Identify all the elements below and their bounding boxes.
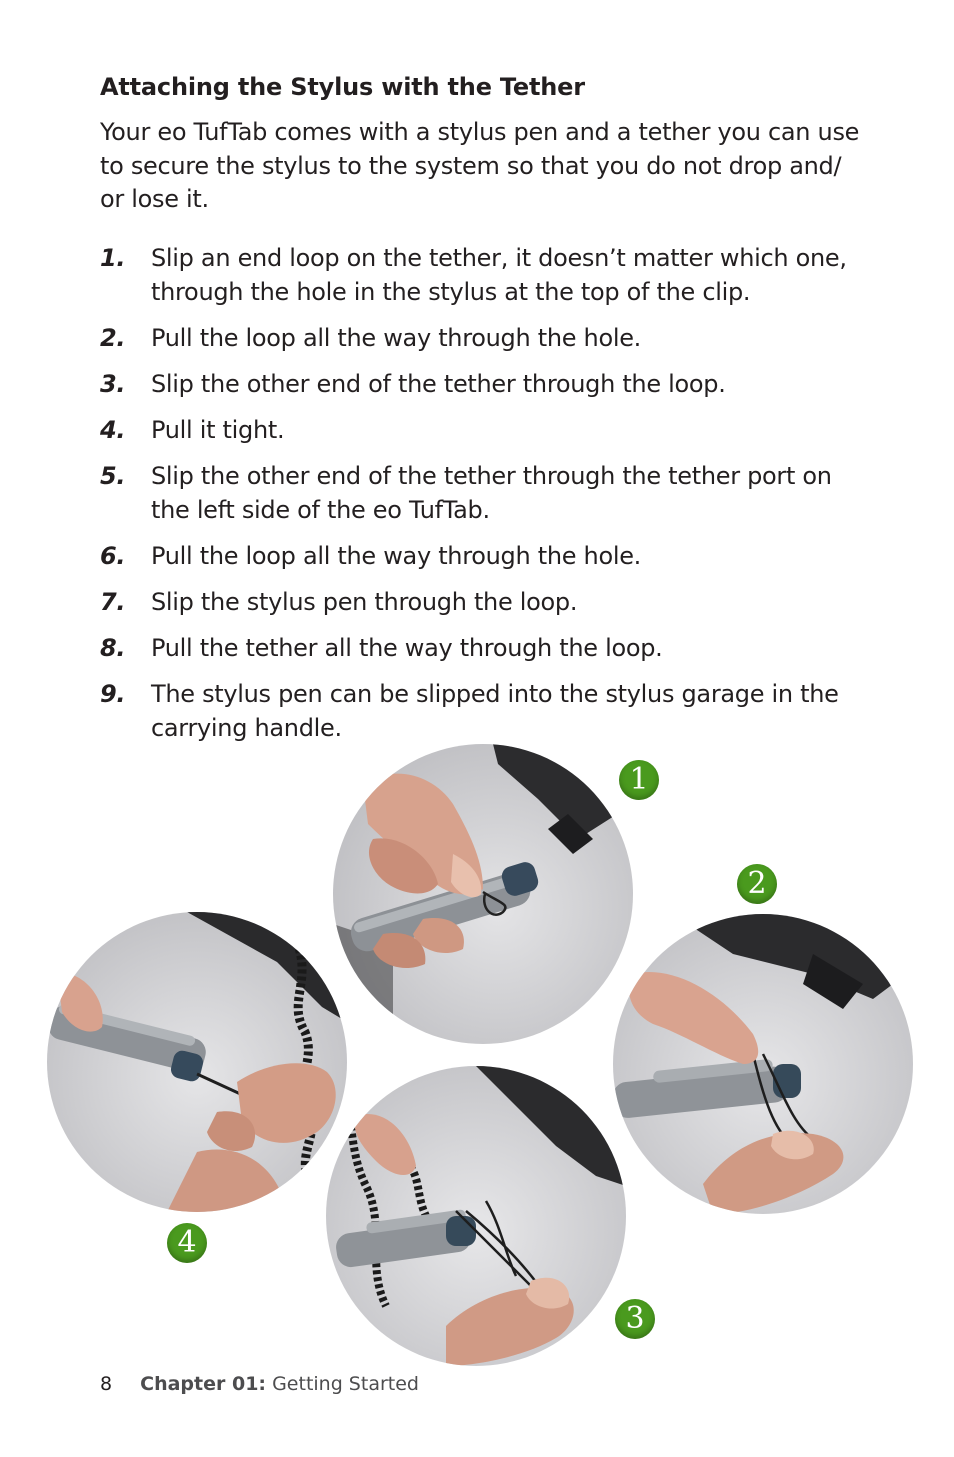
step-text: Pull the tether all the way through the loop. — [151, 634, 663, 662]
step-text: Pull the loop all the way through the hole. — [151, 324, 641, 352]
step-item — [100, 241, 860, 309]
step-text: The stylus pen can be slipped into the stylus garage in the carrying handle. — [151, 680, 839, 742]
step-item — [100, 631, 860, 665]
step-badge-2: 2 — [737, 864, 777, 904]
step-number: 6. — [100, 542, 126, 570]
step-number: 3. — [100, 370, 126, 398]
chapter-title: Getting Started — [272, 1373, 419, 1395]
step-item — [100, 539, 860, 573]
step-number: 5. — [100, 462, 126, 490]
step-photo-1 — [333, 744, 633, 1044]
step-list — [100, 241, 860, 757]
step-photo-3-illustration — [326, 1066, 626, 1366]
step-photo-1-illustration — [333, 744, 633, 1044]
step-text: Slip an end loop on the tether, it doesn’t matter which one, through the hole in the stylus at the top of the clip. — [151, 244, 847, 306]
step-text: Slip the stylus pen through the loop. — [151, 588, 578, 616]
step-number: 2. — [100, 324, 126, 352]
step-item — [100, 321, 860, 355]
step-number: 4. — [100, 416, 126, 444]
step-badge-1: 1 — [619, 760, 659, 800]
step-photo-4 — [47, 912, 347, 1212]
step-photo-2 — [613, 914, 913, 1214]
step-photo-3 — [326, 1066, 626, 1366]
step-item — [100, 413, 860, 447]
step-number: 9. — [100, 680, 126, 708]
chapter-label: Chapter 01: — [140, 1373, 267, 1395]
step-photo-4-illustration — [47, 912, 347, 1212]
step-badge-4: 4 — [167, 1223, 207, 1263]
section-heading: Attaching the Stylus with the Tether — [100, 73, 585, 101]
step-number: 7. — [100, 588, 126, 616]
step-text: Pull it tight. — [151, 416, 285, 444]
step-badge-3: 3 — [615, 1299, 655, 1339]
step-number: 8. — [100, 634, 126, 662]
step-number: 1. — [100, 244, 126, 272]
step-photo-2-illustration — [613, 914, 913, 1214]
page-footer — [100, 1371, 419, 1397]
step-text: Slip the other end of the tether through the tether port on the left side of the eo TufTab. — [151, 462, 832, 524]
step-text: Slip the other end of the tether through the loop. — [151, 370, 726, 398]
step-text: Pull the loop all the way through the hole. — [151, 542, 641, 570]
step-item — [100, 585, 860, 619]
step-item — [100, 459, 860, 527]
intro-paragraph: Your eo TufTab comes with a stylus pen and a tether you can use to secure the stylus to the system so that you do not drop and/ or lose it. — [100, 118, 860, 213]
page-number: 8 — [100, 1373, 113, 1395]
step-item — [100, 367, 860, 401]
step-item — [100, 677, 860, 745]
